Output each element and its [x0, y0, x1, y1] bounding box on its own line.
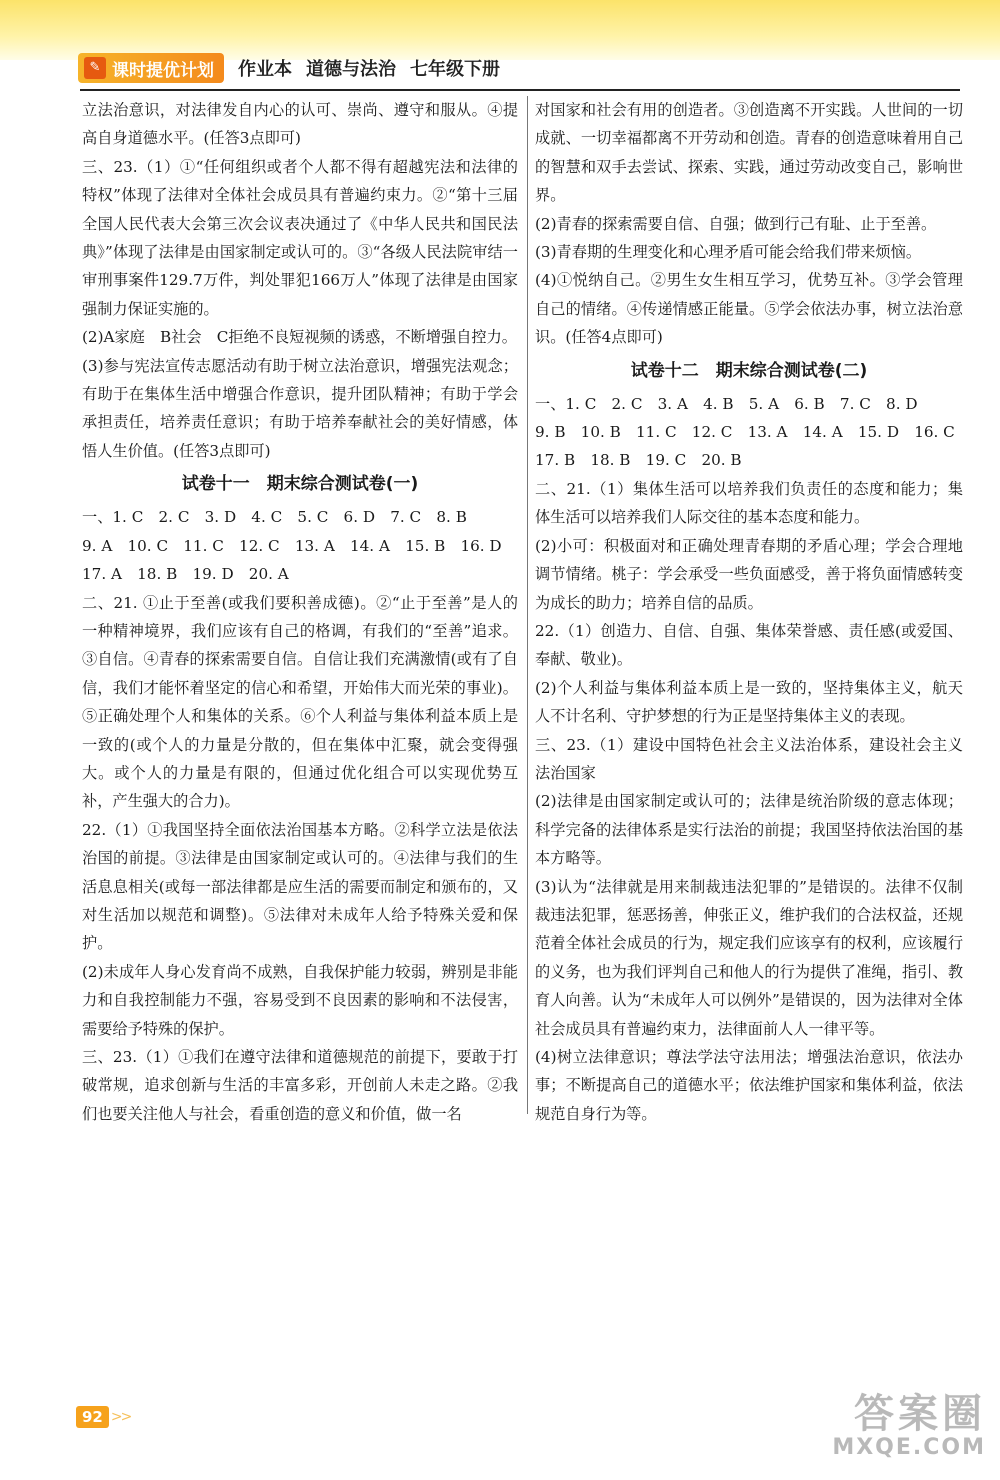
- answer-paragraph: 二、21.（1）集体生活可以培养我们负责任的态度和能力；集体生活可以培养我们人际交往的基本态度和能力。: [535, 479, 963, 527]
- answer-paragraph: 三、23.（1）①“任何组织或者个人都不得有超越宪法和法律的特权”体现了法律对全体社会成员具有普遍约束力。②“第十三届全国人民代表大会第三次会议表决通过了《中华人民共和国民法典》”体现了法律是由国家制定或认可的。③“各级人民法院审结一审刑事案件129.7万件，判处罪犯166万人”体现了法律是由国家强制力保证实施的。: [82, 157, 518, 318]
- section-heading: 试卷十二 期末综合测试卷(二): [630, 360, 868, 381]
- answer-paragraph: 三、23.（1）建设中国特色社会主义法治体系，建设社会主义法治国家: [535, 735, 963, 782]
- page-number-badge: [76, 1406, 130, 1428]
- answer-paragraph: (2)未成年人身心发育尚不成熟，自我保护能力较弱，辨别是非能力和自我控制能力不强，容易受到不良因素的影响和不法侵害，需要给予特殊的保护。: [82, 962, 518, 1038]
- answer-paragraph: 22.（1）创造力、自信、自强、集体荣誉感、责任感(或爱国、奉献、敬业)。: [535, 621, 963, 669]
- header-rule: [80, 89, 960, 91]
- answer-paragraph: 三、23.（1）①我们在遵守法律和道德规范的前提下，要敢于打破常规，追求创新与生活的丰富多彩，开创前人未走之路。②我们也要关注他人与社会，看重创造的意义和价值，做一名: [82, 1048, 518, 1123]
- answer-paragraph: 一、1. C 2. C 3. D 4. C 5. C 6. D 7. C 8. B: [82, 508, 467, 527]
- series-logo: [78, 53, 224, 83]
- subject-title: 道德与法治: [306, 59, 396, 80]
- answer-paragraph: (2)个人利益与集体利益本质上是一致的，坚持集体主义，航天人不计名利、守护梦想的行为正是坚持集体主义的表现。: [535, 678, 963, 726]
- answer-paragraph: (3)认为“法律就是用来制裁违法犯罪的”是错误的。法律不仅制裁违法犯罪，惩恶扬善，伸张正义，维护我们的合法权益，还规范着全体社会成员的行为，规定我们应该享有的权利，应该履行的义务，也为我们评判自己和他人的行为提供了准绳，指引、教育人向善。认为“未成年人可以例外”是错误的，因为法律对全体社会成员具有普遍约束力，法律面前人人一律平等。: [535, 877, 963, 1038]
- page-number: 92: [76, 1406, 109, 1428]
- answer-paragraph: 9. B 10. B 11. C 12. C 13. A 14. A 15. D 16. C: [535, 423, 955, 442]
- answer-paragraph: 一、1. C 2. C 3. A 4. B 5. A 6. B 7. C 8. D: [535, 394, 918, 413]
- chevron-right-icon: >>: [110, 1409, 131, 1425]
- book-type: 作业本: [238, 59, 292, 80]
- answer-paragraph: 对国家和社会有用的创造者。③创造离不开实践。人世间的一切成就、一切幸福都离不开劳动和创造。青春的创造意味着用自己的智慧和双手去尝试、探索、实践，通过劳动改变自己，影响世界。: [535, 101, 963, 205]
- top-gradient-band: [0, 0, 1000, 60]
- answer-paragraph: 立法治意识，对法律发自内心的认可、崇尚、遵守和服从。④提高自身道德水平。(任答3点即可): [82, 101, 518, 148]
- series-logo-text: 课时提优计划: [112, 60, 214, 81]
- answer-paragraph: (2)小可：积极面对和正确处理青春期的矛盾心理；学会合理地调节情绪。桃子：学会承受一些负面感受，善于将负面情感转变为成长的助力；培养自信的品质。: [535, 536, 963, 612]
- answer-paragraph: (4)①悦纳自己。②男生女生相互学习，优势互补。③学会管理自己的情绪。④传递情感正能量。⑤学会依法办事，树立法治意识。(任答4点即可): [535, 271, 963, 347]
- answer-paragraph: 二、21. ①止于至善(或我们要积善成德)。②“止于至善”是人的一种精神境界，我们应该有自己的格调，有我们的“至善”追求。③自信。④青春的探索需要自信。自信让我们充满激情(或有了自信，我们才能怀着坚定的信心和希望，开始伟大而光荣的事业)。⑤正确处理个人和集体的关系。⑥个人利益与集体利益本质上是一致的(或个人的力量是分散的，但在集体中汇聚，就会变得强大。或个人的力量是有限的，但通过优化组合可以实现优势互补，产生强大的合力)。: [82, 593, 518, 811]
- column-divider: [527, 96, 528, 1114]
- answer-paragraph: 22.（1）①我国坚持全面依法治国基本方略。②科学立法是依法治国的前提。③法律是由国家制定或认可的。④法律与我们的生活息息相关(或每一部法律都是应生活的需要而制定和颁布的，又对生活加以规范和调整)。⑤法律对未成年人给予特殊关爱和保护。: [82, 820, 518, 953]
- page-header: [78, 52, 500, 84]
- answer-paragraph: (2)青春的探索需要自信、自强；做到行己有耻、止于至善。: [535, 214, 937, 233]
- left-column: [82, 96, 518, 1128]
- site-watermark: [832, 1392, 986, 1460]
- watermark-logo-text: 答案圈: [854, 1391, 986, 1437]
- answer-paragraph: (4)树立法律意识；尊法学法守法用法；增强法治意识，依法办事；不断提高自己的道德水平；依法维护国家和集体利益，依法规范自身行为等。: [535, 1048, 963, 1123]
- watermark-url: MXQE.COM: [832, 1435, 986, 1460]
- grade-label: 七年级下册: [410, 59, 500, 80]
- section-heading: 试卷十一 期末综合测试卷(一): [181, 474, 419, 495]
- right-column: [535, 96, 963, 1128]
- answer-paragraph: 9. A 10. C 11. C 12. C 13. A 14. A 15. B 16. D: [82, 536, 502, 555]
- answer-paragraph: 17. A 18. B 19. D 20. A: [82, 565, 289, 584]
- answer-paragraph: (3)参与宪法宣传志愿活动有助于树立法治意识，增强宪法观念；有助于在集体生活中增强合作意识，提升团队精神；有助于学会承担责任，培养责任意识；有助于培养奉献社会的美好情感，体悟人生价值。(任答3点即可): [82, 356, 518, 460]
- answer-paragraph: 17. B 18. B 19. C 20. B: [535, 451, 742, 470]
- answer-paragraph: (3)青春期的生理变化和心理矛盾可能会给我们带来烦恼。: [535, 243, 922, 262]
- answer-paragraph: (2)法律是由国家制定或认可的；法律是统治阶级的意志体现；科学完备的法律体系是实行法治的前提；我国坚持依法治国的基本方略等。: [535, 792, 963, 868]
- book-icon: ✎: [84, 57, 106, 79]
- answer-paragraph: (2)A家庭 B社会 C拒绝不良短视频的诱惑，不断增强自控力。: [82, 328, 517, 347]
